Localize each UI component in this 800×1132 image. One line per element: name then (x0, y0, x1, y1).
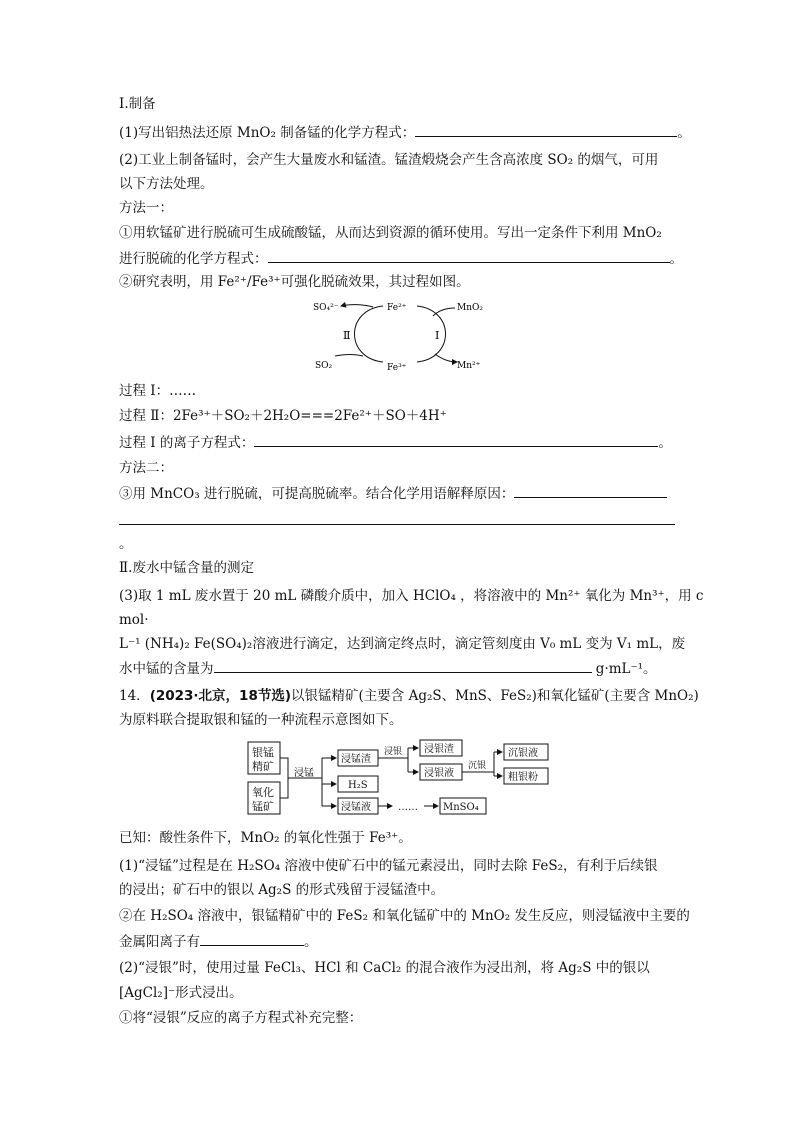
question-1-text: (1)写出铝热法还原 MnO₂ 制备锰的化学方程式： (119, 125, 416, 141)
question-3-line3: L⁻¹ (NH₄)₂ Fe(SO₄)₂溶液进行滴定，达到滴定终点时，滴定管刻度由 V₀ mL 变为 V₁ mL，废 (119, 636, 686, 652)
label-leach-mn: 浸锰 (294, 768, 314, 779)
item-3 (119, 483, 667, 504)
sub-1-line1: (1)“浸锰”过程是在 H₂SO₄ 溶液中使矿石中的锰元素浸出，同时去除 FeS₂，有利于后续银 (119, 858, 658, 874)
period: 。 (669, 251, 683, 267)
label-precipitate-ag: 沉银 (468, 761, 487, 771)
label-leach-ag: 浸银 (384, 747, 403, 757)
question-1 (119, 122, 691, 143)
item-3-text: ③用 MnCO₃ 进行脱硫，可提高脱硫率。结合化学用语解释原因： (119, 486, 515, 502)
item-1-line2-text: 进行脱硫的化学方程式： (119, 251, 268, 267)
answer-blank[interactable] (214, 658, 592, 673)
fe-cycle-diagram (305, 296, 505, 376)
period: 。 (658, 435, 672, 451)
question-number: 14． (119, 688, 150, 704)
box-crude-ag: 粗银粉 (508, 772, 538, 783)
question-3-line2: mol· (119, 612, 149, 628)
method-2-label: 方法二： (119, 460, 173, 476)
question-14-line1 (119, 686, 699, 706)
item-1-line1: ①用软锰矿进行脱硫可生成硫酸锰，从而达到资源的循环使用。写出一定条件下利用 MnO₂ (119, 225, 662, 241)
item-1-line2 (119, 248, 683, 269)
answer-blank[interactable] (254, 432, 658, 447)
sub-2-line2: [AgCl₂]⁻形式浸出。 (119, 985, 243, 1001)
box-sink-liquid: 沉银液 (508, 748, 538, 759)
answer-line[interactable] (119, 524, 675, 525)
question-3-line4-text: 水中锰的含量为 (119, 661, 214, 677)
sub-1-item-line2-text: 金属阳离子有 (119, 934, 200, 950)
period: 。 (677, 125, 691, 141)
question-14-text: 以银锰精矿(主要含 Ag₂S、MnS、FeS₂)和氧化锰矿(主要含 MnO₂) (291, 688, 699, 704)
process-1-ion (119, 432, 672, 453)
arrow-to-mn2 (435, 354, 457, 362)
section-heading-preparation: Ⅰ.制备 (119, 96, 156, 112)
unit: g·mL⁻¹。 (595, 661, 657, 677)
known-condition: 已知：酸性条件下，MnO₂ 的氧化性强于 Fe³⁺。 (119, 830, 412, 846)
label-mn2: Mn²⁺ (457, 361, 481, 371)
label-so4: SO₄²⁻ (313, 303, 339, 313)
label-fe2: Fe²⁺ (387, 303, 407, 313)
process-flow-diagram (244, 738, 556, 818)
question-source: (2023·北京，18节选) (149, 688, 292, 704)
arrow-from-mno2 (433, 308, 455, 316)
box-ag-residue: 浸银渣 (424, 744, 454, 755)
label-so2: SO₂ (315, 361, 333, 371)
process-1: 过程 Ⅰ：…… (119, 383, 197, 399)
period-standalone: 。 (119, 536, 133, 552)
label-process-i: Ⅰ (435, 329, 440, 342)
sub-1-line2: 的浸出；矿石中的银以 Ag₂S 的形式残留于浸锰渣中。 (119, 882, 445, 898)
label-fe3: Fe³⁺ (387, 363, 407, 373)
box-mnso4: MnSO₄ (443, 802, 479, 813)
sub-1-item-line2 (119, 931, 318, 952)
box-ag-liquid: 浸银液 (424, 768, 454, 779)
process-2: 过程 Ⅱ：2Fe³⁺＋SO₂＋2H₂O===2Fe²⁺＋SO＋4H⁺ (119, 408, 447, 424)
method-1-label: 方法一： (119, 200, 173, 216)
box-mn-residue: 浸锰渣 (341, 754, 371, 765)
question-14-line2: 为原料联合提取银和锰的一种流程示意图如下。 (119, 712, 403, 728)
process-1-ion-text: 过程 Ⅰ 的离子方程式： (119, 435, 255, 451)
answer-blank[interactable] (200, 931, 304, 946)
answer-blank[interactable] (268, 248, 670, 263)
arrow-to-so4 (341, 305, 373, 307)
sub-2-line1: (2)“浸银”时，使用过量 FeCl₃、HCl 和 CaCl₂ 的混合液作为浸出剂，将 Ag₂S 中的银以 (119, 960, 650, 976)
sub-2-item: ①将“浸银”反应的离子方程式补充完整： (119, 1010, 363, 1026)
answer-blank[interactable] (514, 483, 667, 498)
section-heading-measurement: Ⅱ.废水中锰含量的测定 (119, 560, 254, 576)
box-mn-liquid: 浸锰液 (341, 802, 371, 813)
cycle-arc-right (417, 306, 446, 362)
cycle-arc-left (355, 306, 384, 362)
answer-blank[interactable] (415, 122, 677, 137)
label-process-ii: Ⅱ (343, 329, 351, 342)
question-3-line1: (3)取 1 mL 废水置于 20 mL 磷酸介质中，加入 HClO₄ ，将溶液中的 Mn²⁺ 氧化为 Mn³⁺，用 c (119, 588, 704, 604)
label-dots: …… (398, 802, 418, 813)
period: 。 (304, 934, 318, 950)
question-2-line2: 以下方法处理。 (119, 176, 214, 192)
question-3-line4 (119, 658, 657, 679)
box-mn-oxide-ore-1: 氧化 (252, 786, 274, 799)
box-h2s: H₂S (348, 780, 368, 791)
item-2: ②研究表明，用 Fe²⁺/Fe³⁺可强化脱硫效果，其过程如图。 (119, 274, 470, 290)
arrow-from-so2 (335, 355, 363, 357)
box-mn-oxide-ore-2: 锰矿 (252, 800, 274, 813)
question-2-line1: (2)工业上制备锰时，会产生大量废水和锰渣。锰渣煅烧会产生含高浓度 SO₂ 的烟气，可用 (119, 152, 659, 168)
box-silver-mn-ore-2: 精矿 (252, 760, 274, 773)
box-silver-mn-ore-1: 银锰 (252, 746, 274, 759)
sub-1-item-line1: ②在 H₂SO₄ 溶液中，银锰精矿中的 FeS₂ 和氧化锰矿中的 MnO₂ 发生反应，则浸锰液中主要的 (119, 908, 690, 924)
label-mno2: MnO₂ (457, 303, 483, 313)
